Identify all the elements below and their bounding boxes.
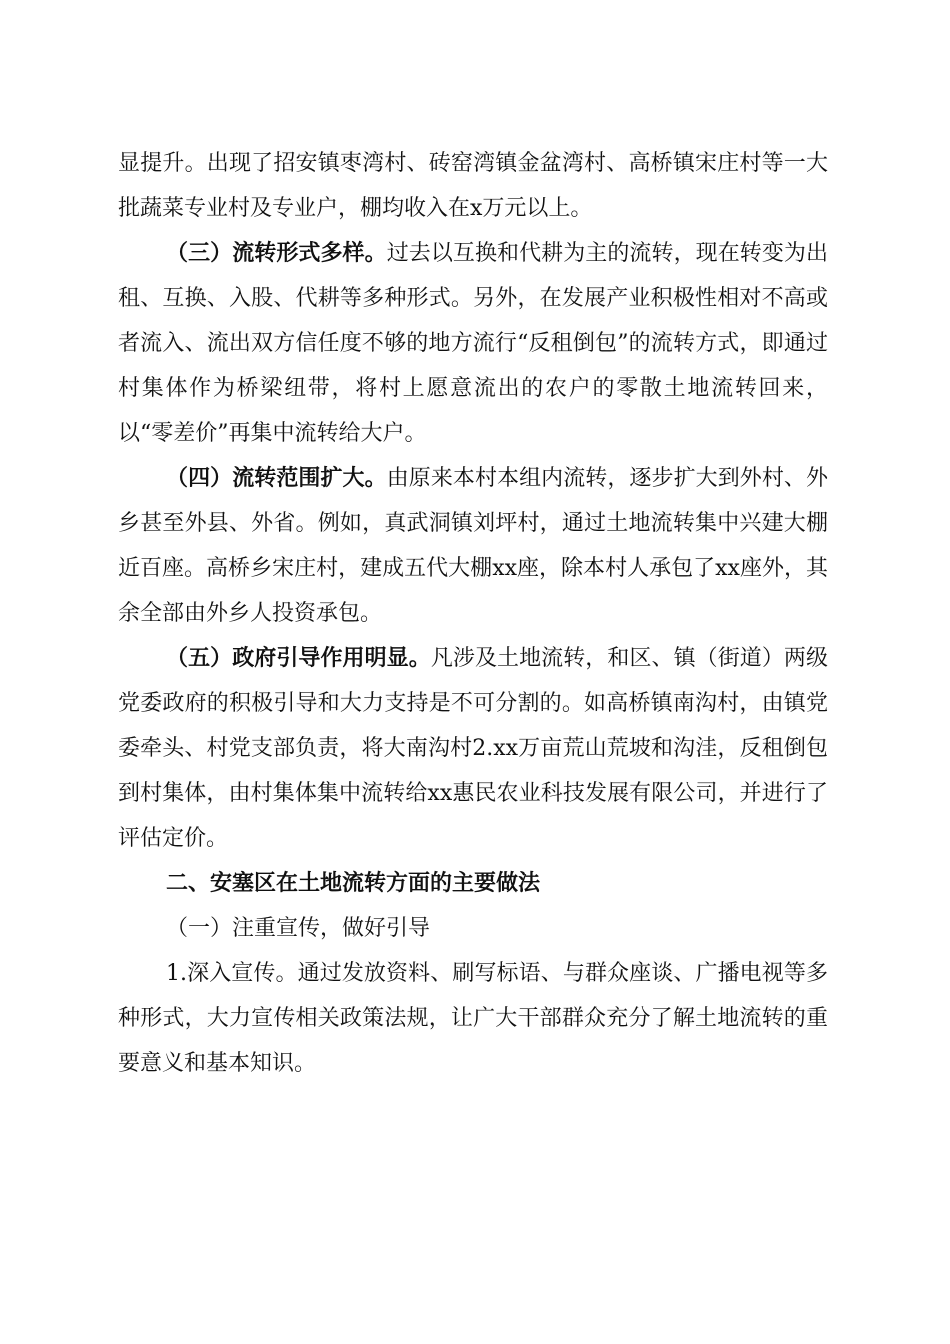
section-heading: 二、安塞区在土地流转方面的主要做法 [166,871,541,896]
paragraph-government-guidance [118,636,828,861]
document-body [118,141,828,1086]
paragraph-text: 凡涉及土地流转，和区、镇（街道）两级党委政府的积极引导和大力支持是不可分割的。如高桥镇南沟村，由镇党委牵头、村党支部负责，将大南沟村2.xx万亩荒山荒坡和沟洼，反租倒包到村集体，由村集体集中流转给xx惠民农业科技发展有限公司，并进行了评估定价。 [118,646,828,851]
paragraph-lead: （四）流转范围扩大。 [166,466,387,491]
paragraph-lead: （五）政府引导作用明显。 [166,646,431,671]
paragraph-transfer-scope [118,456,828,636]
paragraph-text: 由原来本村本组内流转，逐步扩大到外村、外乡甚至外县、外省。例如，真武洞镇刘坪村，通过土地流转集中兴建大棚近百座。高桥乡宋庄村，建成五代大棚xx座，除本村人承包了xx座外，其余全部由外乡人投资承包。 [118,466,828,626]
paragraph-continuation: 显提升。出现了招安镇枣湾村、砖窑湾镇金盆湾村、高桥镇宋庄村等一大批蔬菜专业村及专业户，棚均收入在x万元以上。 [118,151,828,221]
subsection-heading: （一）注重宣传，做好引导 [166,916,431,941]
paragraph-publicity: 1.深入宣传。通过发放资料、刷写标语、与群众座谈、广播电视等多种形式，大力宣传相关政策法规，让广大干部群众充分了解土地流转的重要意义和基本知识。 [118,961,828,1076]
paragraph-lead: （三）流转形式多样。 [166,241,387,266]
paragraph-text: 过去以互换和代耕为主的流转，现在转变为出租、互换、入股、代耕等多种形式。另外，在发展产业积极性相对不高或者流入、流出双方信任度不够的地方流行“反租倒包”的流转方式，即通过村集体作为桥梁纽带，将村上愿意流出的农户的零散土地流转回来，以“零差价”再集中流转给大户。 [118,241,828,446]
paragraph-transfer-forms [118,231,828,456]
